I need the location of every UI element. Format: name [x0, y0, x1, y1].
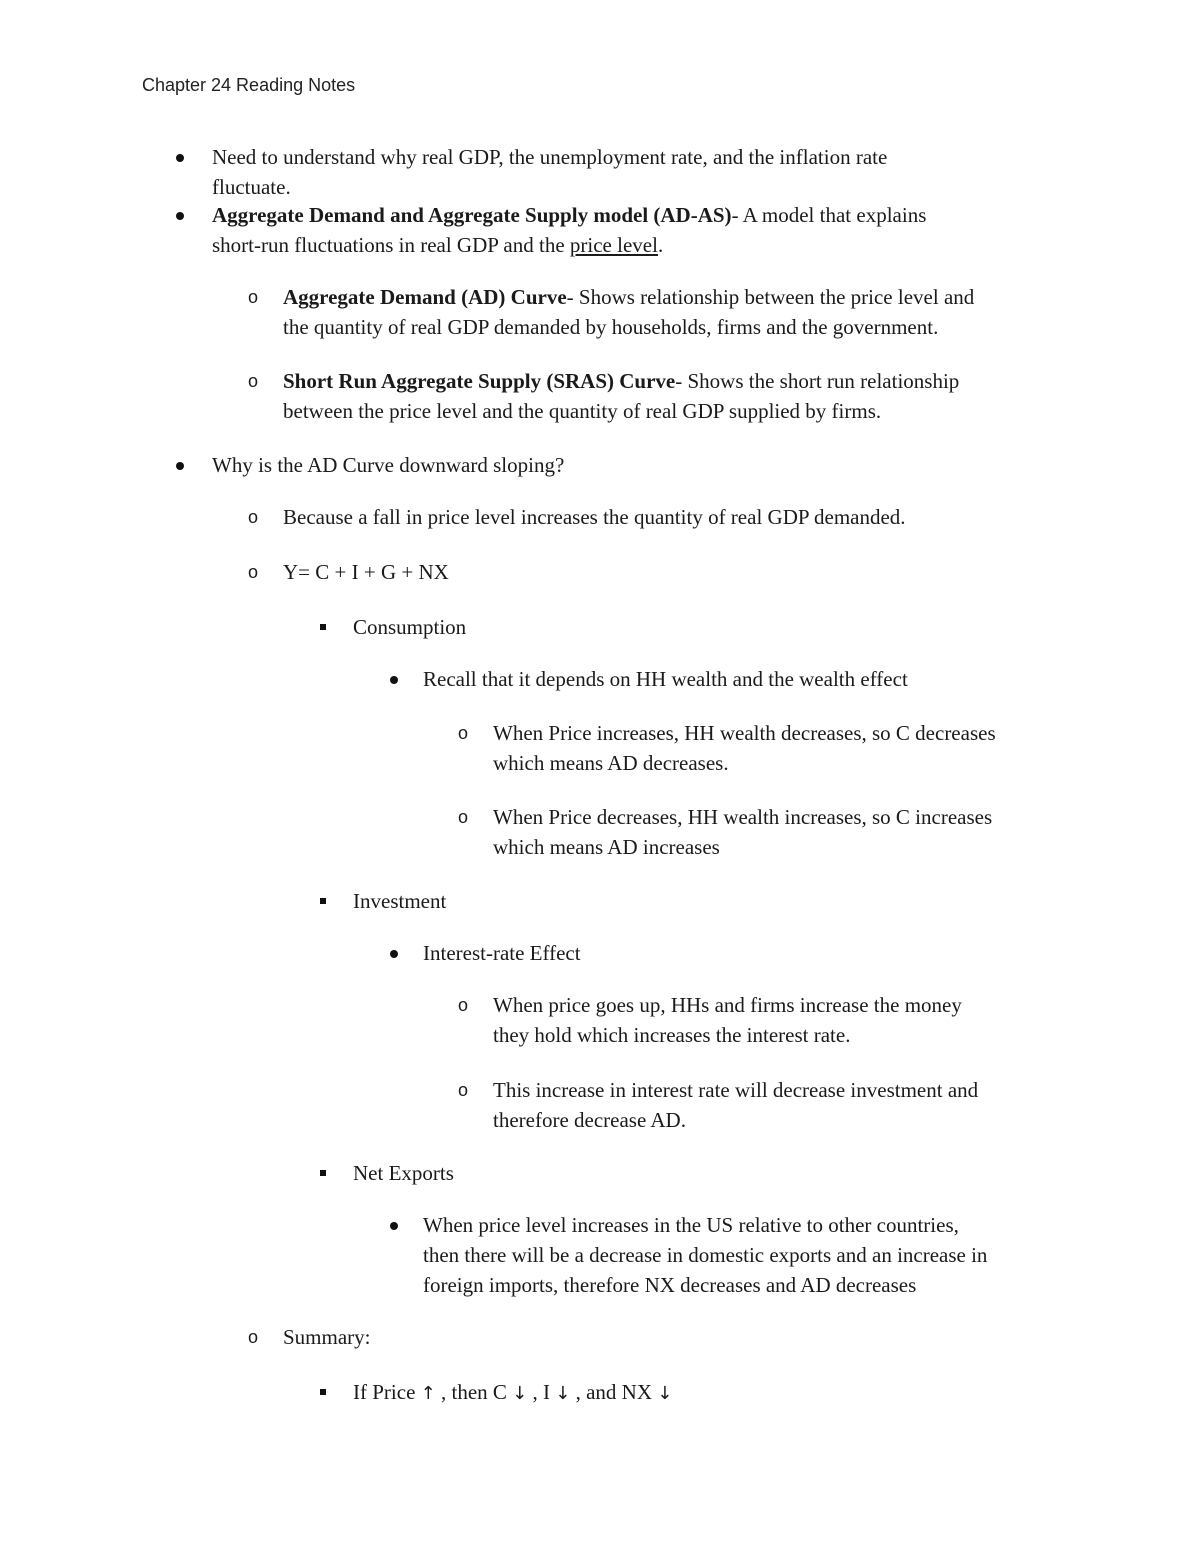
list-item-text: Recall that it depends on HH wealth and the wealth effect: [423, 667, 908, 691]
list-item-text: therefore decrease AD.: [493, 1108, 686, 1132]
list-item-text: foreign imports, therefore NX decreases and AD decreases: [423, 1273, 917, 1297]
bullet-icon: [390, 676, 398, 684]
bullet-icon: [176, 154, 184, 162]
list-item-text: - Shows relationship between the price level and: [566, 285, 975, 309]
list-item-text: When price level increases in the US relative to other countries,: [423, 1213, 959, 1237]
bullet-icon: [176, 462, 184, 470]
bullet-icon: [390, 1222, 398, 1230]
summary-text: , and NX: [570, 1380, 658, 1404]
list-item-text: [353, 1377, 1053, 1409]
list-item-text: Interest-rate Effect: [423, 941, 581, 965]
circle-bullet-icon: o: [458, 723, 469, 743]
list-item-text: When Price decreases, HH wealth increases, so C increases: [493, 805, 993, 829]
circle-bullet-icon: o: [248, 562, 259, 582]
circle-bullet-icon: o: [458, 807, 469, 827]
square-bullet-icon: [320, 624, 326, 630]
list-item-text: When Price increases, HH wealth decreases, so C decreases: [493, 721, 996, 745]
list-item-text: .: [657, 233, 664, 257]
circle-bullet-icon: o: [458, 1080, 469, 1100]
term-bold: Aggregate Demand and Aggregate Supply model (AD-AS): [212, 203, 732, 227]
list-item-text: Net Exports: [353, 1161, 454, 1185]
list-item-text: Y= C + I + G + NX: [283, 560, 449, 584]
circle-bullet-icon: o: [458, 995, 469, 1015]
list-item-text: then there will be a decrease in domestic exports and an increase in: [423, 1243, 988, 1267]
bullet-icon: [390, 950, 398, 958]
term-bold: Short Run Aggregate Supply (SRAS) Curve: [283, 369, 676, 393]
term-underlined: price level: [569, 233, 658, 257]
list-item-text: between the price level and the quantity of real GDP supplied by firms.: [283, 399, 882, 423]
page-title: Chapter 24 Reading Notes: [142, 75, 356, 95]
list-item-text: Summary:: [283, 1325, 371, 1349]
list-item-text: Because a fall in price level increases the quantity of real GDP demanded.: [283, 505, 906, 529]
list-item-text: This increase in interest rate will decrease investment and: [493, 1078, 979, 1102]
list-item-text: the quantity of real GDP demanded by households, firms and the government.: [283, 315, 939, 339]
list-item-text: Investment: [353, 889, 447, 913]
summary-text: , then C: [435, 1380, 513, 1404]
list-item-text: Consumption: [353, 615, 467, 639]
bullet-icon: [176, 212, 184, 220]
up-arrow-icon: ↑: [420, 1383, 436, 1404]
down-arrow-icon: ↓: [657, 1383, 673, 1404]
list-item-text: - Shows the short run relationship: [675, 369, 960, 393]
summary-text: , I: [527, 1380, 556, 1404]
list-item-text: which means AD increases: [493, 835, 720, 859]
list-item-text: - A model that explains: [731, 203, 927, 227]
list-item-text: they hold which increases the interest rate.: [493, 1023, 851, 1047]
circle-bullet-icon: o: [248, 371, 259, 391]
term-bold: Aggregate Demand (AD) Curve: [283, 285, 567, 309]
square-bullet-icon: [320, 898, 326, 904]
list-item-text: short-run fluctuations in real GDP and the: [212, 233, 570, 257]
circle-bullet-icon: o: [248, 507, 259, 527]
square-bullet-icon: [320, 1389, 326, 1395]
square-bullet-icon: [320, 1170, 326, 1176]
down-arrow-icon: ↓: [555, 1383, 571, 1404]
list-item-text: Why is the AD Curve downward sloping?: [212, 453, 565, 477]
list-item-text: fluctuate.: [212, 175, 291, 199]
down-arrow-icon: ↓: [512, 1383, 528, 1404]
list-item-text: which means AD decreases.: [493, 751, 729, 775]
circle-bullet-icon: o: [248, 1327, 259, 1347]
list-item-text: Need to understand why real GDP, the unemployment rate, and the inflation rate: [212, 145, 888, 169]
circle-bullet-icon: o: [248, 287, 259, 307]
list-item-text: When price goes up, HHs and firms increase the money: [493, 993, 962, 1017]
summary-text: If Price: [353, 1380, 421, 1404]
